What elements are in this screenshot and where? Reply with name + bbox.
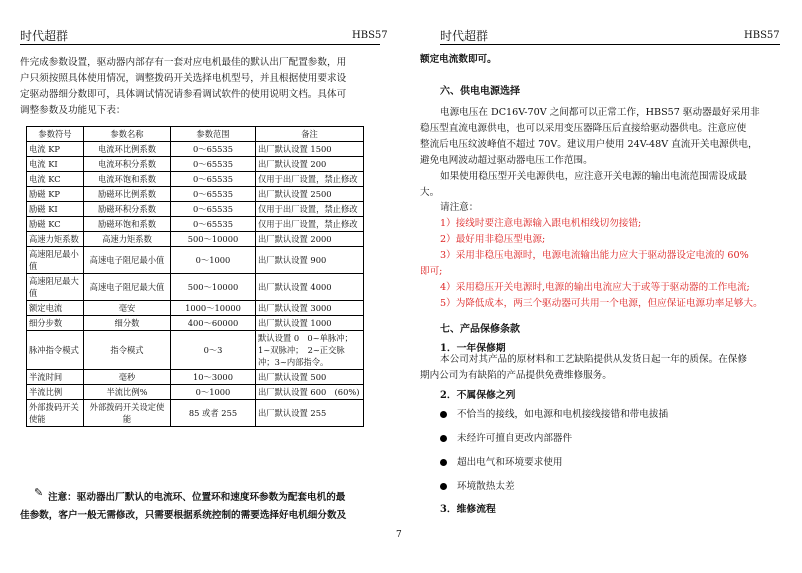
- table-cell: 额定电流: [27, 301, 84, 316]
- table-cell: 出厂默认设置 3000: [256, 301, 364, 316]
- table-cell: 0～65535: [171, 202, 256, 217]
- table-cell: 500～10000: [171, 232, 256, 247]
- table-cell: 10～3000: [171, 370, 256, 385]
- table-cell: 细分数: [84, 316, 171, 331]
- subsection-3-title: 3．维修流程: [440, 504, 496, 515]
- header-model-right: HBS57: [744, 30, 780, 41]
- table-cell: 出厂默认设置 2500: [256, 187, 364, 202]
- table-cell: 高速力矩系数: [84, 232, 171, 247]
- sec6-line-1: 电源电压在 DC16V-70V 之间都可以正常工作，HBS57 驱动器最好采用非: [440, 107, 760, 118]
- table-row: [27, 274, 364, 301]
- table-row: [27, 385, 364, 400]
- table-header-cell: 参数符号: [27, 127, 84, 142]
- table-cell: 半流比例: [27, 385, 84, 400]
- table-cell: 脉冲指令模式: [27, 331, 84, 370]
- table-body: [27, 142, 364, 427]
- table-cell: 高速阻尼最大值: [27, 274, 84, 301]
- table-row: [27, 142, 364, 157]
- bullet-item-3: [440, 455, 563, 471]
- table-cell: 半流时间: [27, 370, 84, 385]
- table-row: [27, 172, 364, 187]
- bullet-icon: [440, 459, 447, 466]
- intro-line-2: 户只须按照具体使用情况，调整拨码开关选择电机型号，并且根据使用要求设: [20, 73, 347, 84]
- table-cell: 出厂默认设置 2000: [256, 232, 364, 247]
- table-cell: 电流 KP: [27, 142, 84, 157]
- table-row: [27, 202, 364, 217]
- note-icon: ✎: [34, 486, 44, 499]
- intro-line-4: 调整参数及功能见下表：: [20, 105, 126, 116]
- table-cell: 85 或者 255: [171, 400, 256, 427]
- sec6-line-6: 大。: [420, 187, 440, 198]
- table-row: [27, 370, 364, 385]
- sec6-line-5: 如果使用稳压型开关电源供电，应注意开关电源的输出电流范围需设成最: [440, 171, 747, 182]
- table-cell: 默认设置 0 0~单脉冲；1~双脉冲； 2~正交脉冲；3~内部指令。: [256, 331, 364, 370]
- table-cell: 励磁 KP: [27, 187, 84, 202]
- bullet-item-4: [440, 479, 515, 495]
- bullet-text: 未经许可擅自更改内部器件: [457, 433, 573, 444]
- table-cell: 毫安: [84, 301, 171, 316]
- note-line-1: 注意：驱动器出厂默认的电流环、位置环和速度环参数为配套电机的最: [48, 492, 346, 503]
- table-cell: 0～65535: [171, 172, 256, 187]
- header-model-left: HBS57: [352, 30, 388, 41]
- table-cell: 出厂默认设置 1500: [256, 142, 364, 157]
- table-cell: 出厂默认设置 4000: [256, 274, 364, 301]
- table-cell: 半流比例%: [84, 385, 171, 400]
- red-item-1: 1）接线时要注意电源输入跟电机相线切勿接错;: [440, 218, 642, 229]
- table-header-cell: 参数范围: [171, 127, 256, 142]
- table-cell: 0～65535: [171, 217, 256, 232]
- table-cell: 励磁环积分系数: [84, 202, 171, 217]
- red-item-5: 5）为降低成本，两三个驱动器可共用一个电源，但应保证电源功率足够大。: [440, 298, 763, 309]
- bullet-text: 不恰当的接线，如电源和电机接线接错和带电拔插: [457, 409, 669, 420]
- table-cell: 0～3: [171, 331, 256, 370]
- red-item-3: 3）采用非稳压电源时，电源电流输出能力应大于驱动器设定电流的 60%: [440, 250, 749, 261]
- table-cell: 仅用于出厂设置，禁止修改: [256, 172, 364, 187]
- table-cell: 400～60000: [171, 316, 256, 331]
- table-cell: 细分步数: [27, 316, 84, 331]
- parameter-table: [26, 126, 364, 427]
- table-cell: 0～65535: [171, 157, 256, 172]
- table-cell: 励磁 KC: [27, 217, 84, 232]
- table-row: [27, 316, 364, 331]
- bullet-text: 环境散热太差: [457, 481, 515, 492]
- table-cell: 出厂默认设置 200: [256, 157, 364, 172]
- table-cell: 电流 KC: [27, 172, 84, 187]
- header-company-right: 时代超群: [440, 29, 489, 43]
- table-row: [27, 331, 364, 370]
- header-company-left: 时代超群: [20, 29, 69, 43]
- table-cell: 高速力矩系数: [27, 232, 84, 247]
- bullet-item-1: [440, 407, 668, 423]
- table-cell: 0～1000: [171, 247, 256, 274]
- table-header-row: [27, 127, 364, 142]
- section-7-title: 七、产品保修条款: [440, 324, 520, 335]
- subsection-2-title: 2．不属保修之列: [440, 390, 516, 401]
- table-cell: 0～1000: [171, 385, 256, 400]
- table-header-cell: 备注: [256, 127, 364, 142]
- bullet-icon: [440, 435, 447, 442]
- table-row: [27, 157, 364, 172]
- table-cell: 高速阻尼最小值: [27, 247, 84, 274]
- table-cell: 指令模式: [84, 331, 171, 370]
- table-cell: 500～10000: [171, 274, 256, 301]
- table-row: [27, 217, 364, 232]
- table-cell: 出厂默认设置 1000: [256, 316, 364, 331]
- table-cell: 仅用于出厂设置，禁止修改: [256, 217, 364, 232]
- table-cell: 外部拨码开关使能: [27, 400, 84, 427]
- bullet-icon: [440, 411, 447, 418]
- red-item-4: 4）采用稳压开关电源时,电源的输出电流应大于或等于驱动器的工作电流;: [440, 282, 750, 293]
- table-cell: 励磁 KI: [27, 202, 84, 217]
- table-cell: 出厂默认设置 900: [256, 247, 364, 274]
- table-cell: 出厂默认设置 600 (60%): [256, 385, 364, 400]
- section-6-title: 六、供电电源选择: [440, 86, 520, 97]
- table-cell: 0～65535: [171, 142, 256, 157]
- red-item-3-cont: 即可;: [420, 266, 443, 277]
- table-cell: 高速电子阻尼最大值: [84, 274, 171, 301]
- table-cell: 毫秒: [84, 370, 171, 385]
- table-row: [27, 400, 364, 427]
- red-item-2: 2）最好用非稳压型电源;: [440, 234, 546, 245]
- table-row: [27, 187, 364, 202]
- table-cell: 电流环积分系数: [84, 157, 171, 172]
- table-cell: 出厂默认设置 255: [256, 400, 364, 427]
- page-number: 7: [396, 530, 402, 540]
- table-cell: 出厂默认设置 500: [256, 370, 364, 385]
- sec6-line-3: 整流后电压纹波峰值不超过 70V。建议用户使用 24V-48V 直流开关电源供电，: [420, 139, 758, 150]
- bullet-text: 超出电气和环境要求使用: [457, 457, 563, 468]
- table-cell: 外部拨码开关设定使能: [84, 400, 171, 427]
- table-cell: 励磁环饱和系数: [84, 217, 171, 232]
- intro-line-1: 件完成参数设置，驱动器内部存有一套对应电机最佳的默认出厂配置参数，用: [20, 57, 347, 68]
- table-cell: 电流环比例系数: [84, 142, 171, 157]
- table-cell: 仅用于出厂设置，禁止修改: [256, 202, 364, 217]
- table-cell: 0～65535: [171, 187, 256, 202]
- subsection-1-title: 1．一年保修期: [440, 343, 506, 354]
- header-rule-right: [440, 44, 780, 45]
- sec6-line-2: 稳压型直流电源供电，也可以采用变压器降压后直接给驱动器供电。注意应使: [420, 123, 747, 134]
- intro-line-3: 定驱动器细分数即可，具体调试情况请参看调试软件的使用说明文档。具体可: [20, 89, 347, 100]
- bullet-icon: [440, 483, 447, 490]
- note-line-2: 佳参数，客户一般无需修改，只需要根据系统控制的需要选择好电机细分数及: [20, 510, 347, 521]
- sub1-line-1: 本公司对其产品的原材料和工艺缺陷提供从发货日起一年的质保。在保修: [440, 354, 747, 365]
- header-rule-left: [20, 44, 380, 45]
- sec6-line-4: 避免电网波动超过驱动器电压工作范围。: [420, 155, 593, 166]
- table-cell: 励磁环比例系数: [84, 187, 171, 202]
- table-header-cell: 参数名称: [84, 127, 171, 142]
- table-cell: 电流环饱和系数: [84, 172, 171, 187]
- table-row: [27, 301, 364, 316]
- note-heading: 请注意：: [440, 202, 479, 213]
- sub1-line-2: 期内公司为有缺陷的产品提供免费维修服务。: [420, 370, 612, 381]
- table-row: [27, 232, 364, 247]
- table-cell: 电流 KI: [27, 157, 84, 172]
- rated-current-line: 额定电流数即可。: [420, 54, 497, 65]
- table-row: [27, 247, 364, 274]
- table-cell: 1000～10000: [171, 301, 256, 316]
- table-cell: 高速电子阻尼最小值: [84, 247, 171, 274]
- bullet-item-2: [440, 431, 572, 447]
